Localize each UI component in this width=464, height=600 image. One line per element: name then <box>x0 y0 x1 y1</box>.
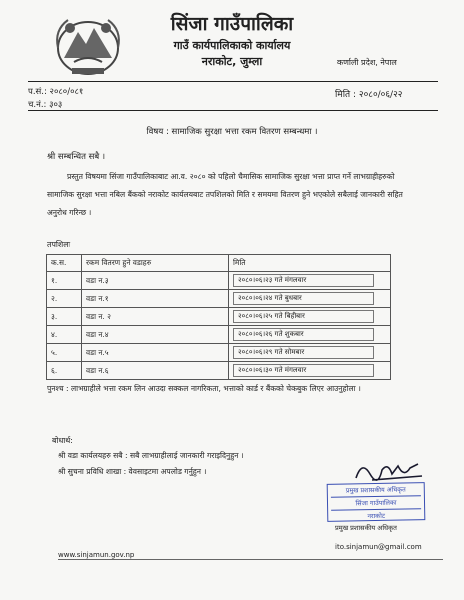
office-name: गाउँ कार्यपालिकाको कार्यालय <box>173 39 291 52</box>
row-date: २०८०।०६।२३ गते मंगलवार <box>233 274 374 287</box>
row-date: २०८०।०६।३० गते मंगलवार <box>233 364 374 377</box>
signatory-title: प्रमुख प्रशासकीय अधिकृत <box>335 524 397 532</box>
row-serial: ६. <box>47 362 82 380</box>
letter-subject: विषय : सामाजिक सुरक्षा भत्ता रकम वितरण सम्बन्धमा । <box>146 127 318 137</box>
official-stamp <box>327 482 426 522</box>
details-label: तपशिलः <box>47 240 71 249</box>
footer-divider <box>58 559 443 560</box>
column-header-date: मिति <box>229 255 391 272</box>
column-header-ward: रकम वितरण हुने वडाहरु <box>82 255 229 272</box>
salutation: श्री सम्बन्धित सबै । <box>47 152 106 162</box>
letter-date: मिति : २०८०/०६/२२ <box>335 90 403 100</box>
table-row <box>47 272 391 290</box>
copy-recipient: श्री वडा कार्यलयहरु सबै : सबै लाभग्राहीलाई जानकारी गराइदिनुहुन । <box>58 451 244 460</box>
row-ward: वडा न.३ <box>82 272 229 290</box>
column-header-sn: क.स. <box>47 255 82 272</box>
row-date: २०८०।०६।२४ गते बुधबार <box>233 292 374 305</box>
distribution-schedule-table <box>46 254 391 380</box>
office-address: नराकोट, जुम्ला <box>201 55 263 68</box>
municipality-title: सिंजा गाउँपालिका <box>170 13 294 35</box>
row-serial: २. <box>47 290 82 308</box>
table-row <box>47 326 391 344</box>
row-serial: ३. <box>47 308 82 326</box>
row-serial: ५. <box>47 344 82 362</box>
row-date: २०८०।०६।२६ गते शुकबार <box>233 328 374 341</box>
copy-to-label: बोधार्थ: <box>52 436 73 445</box>
reference-number: प.सं.: २०८०/०८१ <box>28 87 84 97</box>
footer-website: www.sinjamun.gov.np <box>58 551 135 559</box>
header-divider <box>28 81 438 82</box>
row-ward: वडा न.१ <box>82 290 229 308</box>
table-row <box>47 290 391 308</box>
table-row <box>47 308 391 326</box>
table-row <box>47 362 391 380</box>
row-ward: वडा न.६ <box>82 362 229 380</box>
row-date: २०८०।०६।२९ गते सोमबार <box>233 346 374 359</box>
dispatch-number: च.नं.: ३०३ <box>28 100 63 110</box>
copy-recipient: श्री सुचना प्रविधि शाखा : वेवसाइटमा अपलोड गर्नुहुन । <box>58 467 207 476</box>
table-header-row <box>47 255 391 272</box>
postscript-note: पुनश्च : लाभग्राहीले भत्ता रकम लिन आउदा सक्कल नागरिकता, भत्ताको कार्ड र बैंकको चेकबुक लिएर आउनुहोला । <box>47 384 361 393</box>
row-serial: १. <box>47 272 82 290</box>
row-ward: वडा न.४ <box>82 326 229 344</box>
table-row <box>47 344 391 362</box>
province-label: कर्णाली प्रदेश, नेपाल <box>337 58 397 67</box>
stamp-line: सिंजा गाउँपालिका <box>331 495 421 511</box>
meta-divider <box>28 110 438 111</box>
stamp-line: प्रमुख प्रशासकीय अधिकृत <box>345 485 406 495</box>
row-serial: ४. <box>47 326 82 344</box>
row-ward: वडा न.५ <box>82 344 229 362</box>
row-ward: वडा न. २ <box>82 308 229 326</box>
stamp-line: नराकोट <box>367 511 386 521</box>
row-date: २०८०।०६।२५ गते बिहीबार <box>233 310 374 323</box>
footer-email: ito.sinjamun@gmail.com <box>335 543 422 551</box>
letter-body: प्रस्तुत विषयमा सिंजा गाउँपालिकाबाट आ.व. २०८० को पहिलो चैमासिक सामाजिक सुरक्षा भत्ता प्राप्त गर्ने लाभग्राहीहरुको सामाजिक सुरक्षा भत्ता नबिल बैंकको नराकोट कार्यलयबाट तपशिलको मिति र समयमा वितरण हुने भएकोले सबैलाई जानकारी सहित अनुरोध गरिन्छ । <box>47 172 403 217</box>
